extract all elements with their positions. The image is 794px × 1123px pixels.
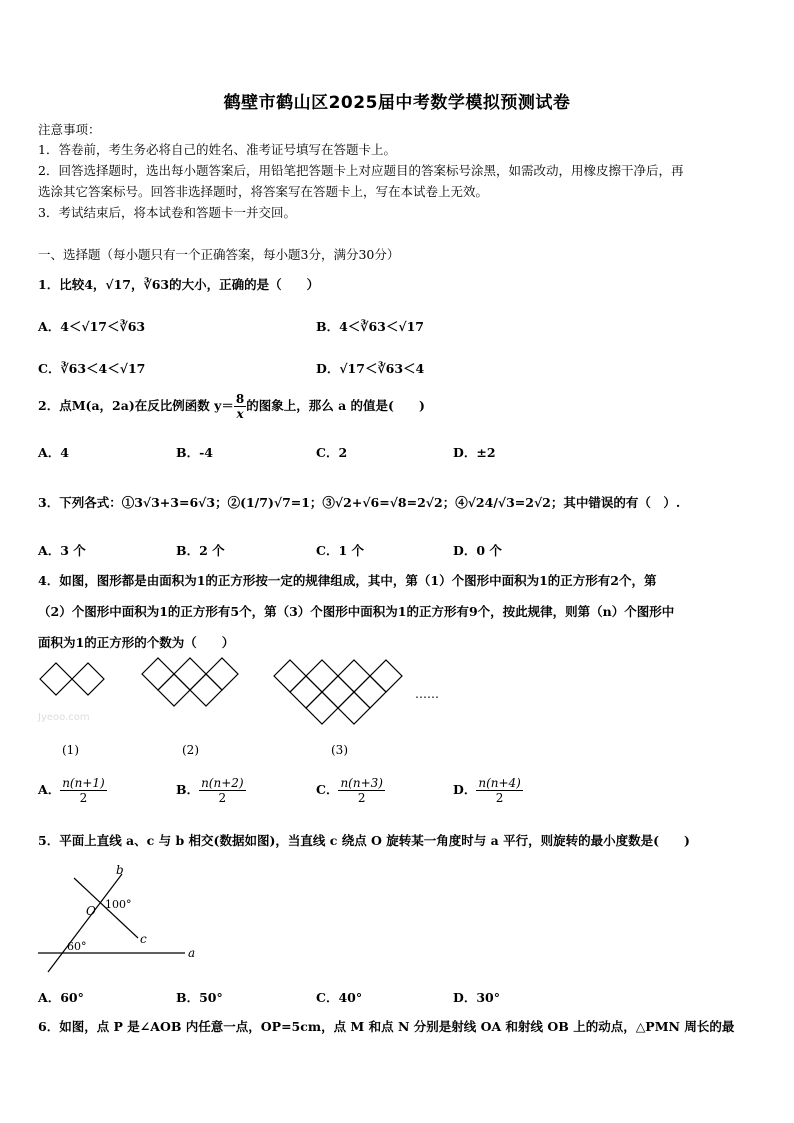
q4-option-d-label: D． xyxy=(453,782,477,797)
q4-figure xyxy=(30,655,450,725)
q4-option-c-num: n(n+3) xyxy=(340,776,383,790)
section-heading: 一、选择题（每小题只有一个正确答案，每小题3分，满分30分） xyxy=(38,247,400,262)
q4-caption-3: (3) xyxy=(331,743,348,757)
notice-item-1: 1．答卷前，考生务必将自己的姓名、准考证号填写在答题卡上。 xyxy=(38,142,396,157)
angle-100: 100° xyxy=(105,898,132,911)
q2-frac-num: 8 xyxy=(235,392,245,406)
q6-stem: 6．如图，点 P 是∠AOB 内任意一点，OP=5cm，点 M 和点 N 分别是射线 OA 和射线 OB 上的动点，△PMN 周长的最 xyxy=(38,1019,735,1034)
q2-frac-den: x xyxy=(236,407,244,421)
q4-option-d-num: n(n+4) xyxy=(478,776,521,790)
q2-stem-pre: 2．点M(a，2a)在反比例函数 y＝ xyxy=(38,398,234,413)
q5-option-d: D．30° xyxy=(453,990,500,1005)
q1-option-c: C．∛63＜4＜√17 xyxy=(38,361,146,376)
q4-caption-2: (2) xyxy=(182,743,199,757)
q1-option-b: B．4＜∛63＜√17 xyxy=(316,319,424,334)
q4-option-a-den: 2 xyxy=(79,791,88,805)
q3-stem: 3．下列各式：①3√3+3=6√3；②(1/7)√7=1；③√2+√6=√8=2√2；④√24/√3=2√2；其中错误的有（ ）. xyxy=(38,495,681,510)
q2-option-c: C．2 xyxy=(316,445,348,460)
q5-option-a: A．60° xyxy=(38,990,84,1005)
q4-option-c-label: C． xyxy=(316,782,339,797)
q4-stem-line-3: 面积为1的正方形的个数为（ ） xyxy=(38,635,235,650)
notice-heading: 注意事项： xyxy=(38,122,101,137)
q3-option-c: C．1 个 xyxy=(316,543,364,558)
q5-option-c: C．40° xyxy=(316,990,363,1005)
q2-fraction xyxy=(234,392,246,421)
q4-option-a-label: A． xyxy=(38,782,61,797)
q1-option-a: A．4＜√17＜∛63 xyxy=(38,319,146,334)
notice-item-2-cont: 选涂其它答案标号。回答非选择题时，将答案写在答题卡上，写在本试卷上无效。 xyxy=(38,184,489,199)
q4-option-a-num: n(n+1) xyxy=(62,776,105,790)
q4-option-d xyxy=(453,776,523,805)
label-c: c xyxy=(140,932,147,946)
label-o: O xyxy=(86,904,96,918)
q4-option-c-den: 2 xyxy=(357,791,366,805)
q4-stem-line-1: 4．如图，图形都是由面积为1的正方形按一定的规律组成，其中，第（1）个图形中面积为1的正方形有2个，第 xyxy=(38,573,657,588)
q4-option-b xyxy=(176,776,246,805)
label-a: a xyxy=(188,946,196,960)
q5-option-b: B．50° xyxy=(176,990,223,1005)
q4-watermark: Jyeoo.com xyxy=(38,712,90,723)
q4-caption-1: (1) xyxy=(62,743,79,757)
label-b: b xyxy=(116,863,124,877)
q4-option-b-num: n(n+2) xyxy=(201,776,244,790)
q2-option-d: D．±2 xyxy=(453,445,496,460)
exam-title: 鹤壁市鹤山区2025届中考数学模拟预测试卷 xyxy=(223,93,571,113)
q5-figure xyxy=(30,860,220,975)
q1-stem: 1．比较4，√17，∛63的大小，正确的是（ ） xyxy=(38,277,320,292)
q4-option-a xyxy=(38,776,107,805)
q2-option-a: A．4 xyxy=(38,445,69,460)
q4-option-d-den: 2 xyxy=(495,791,504,805)
q4-option-b-den: 2 xyxy=(218,791,227,805)
q2-stem xyxy=(38,392,425,421)
q1-option-d: D．√17＜∛63＜4 xyxy=(316,361,425,376)
q4-option-b-label: B． xyxy=(176,782,200,797)
q3-option-b: B．2 个 xyxy=(176,543,225,558)
q3-option-d: D．0 个 xyxy=(453,543,502,558)
notice-item-2: 2．回答选择题时，选出每小题答案后，用铅笔把答题卡上对应题目的答案标号涂黑，如需改动，用橡皮擦干净后，再 xyxy=(38,163,684,178)
q4-ellipsis: …… xyxy=(415,687,439,701)
q2-stem-post: 的图象上，那么 a 的值是( ) xyxy=(246,398,425,413)
q4-stem-line-2: （2）个图形中面积为1的正方形有5个，第（3）个图形中面积为1的正方形有9个，按此规律，则第（n）个图形中 xyxy=(38,604,675,619)
q4-option-c xyxy=(316,776,385,805)
angle-60: 60° xyxy=(67,940,87,953)
notice-item-3: 3．考试结束后，将本试卷和答题卡一并交回。 xyxy=(38,205,296,220)
q5-stem: 5．平面上直线 a、c 与 b 相交(数据如图)，当直线 c 绕点 O 旋转某一角度时与 a 平行，则旋转的最小度数是( ) xyxy=(38,833,690,848)
q2-option-b: B．-4 xyxy=(176,445,213,460)
q3-option-a: A．3 个 xyxy=(38,543,86,558)
